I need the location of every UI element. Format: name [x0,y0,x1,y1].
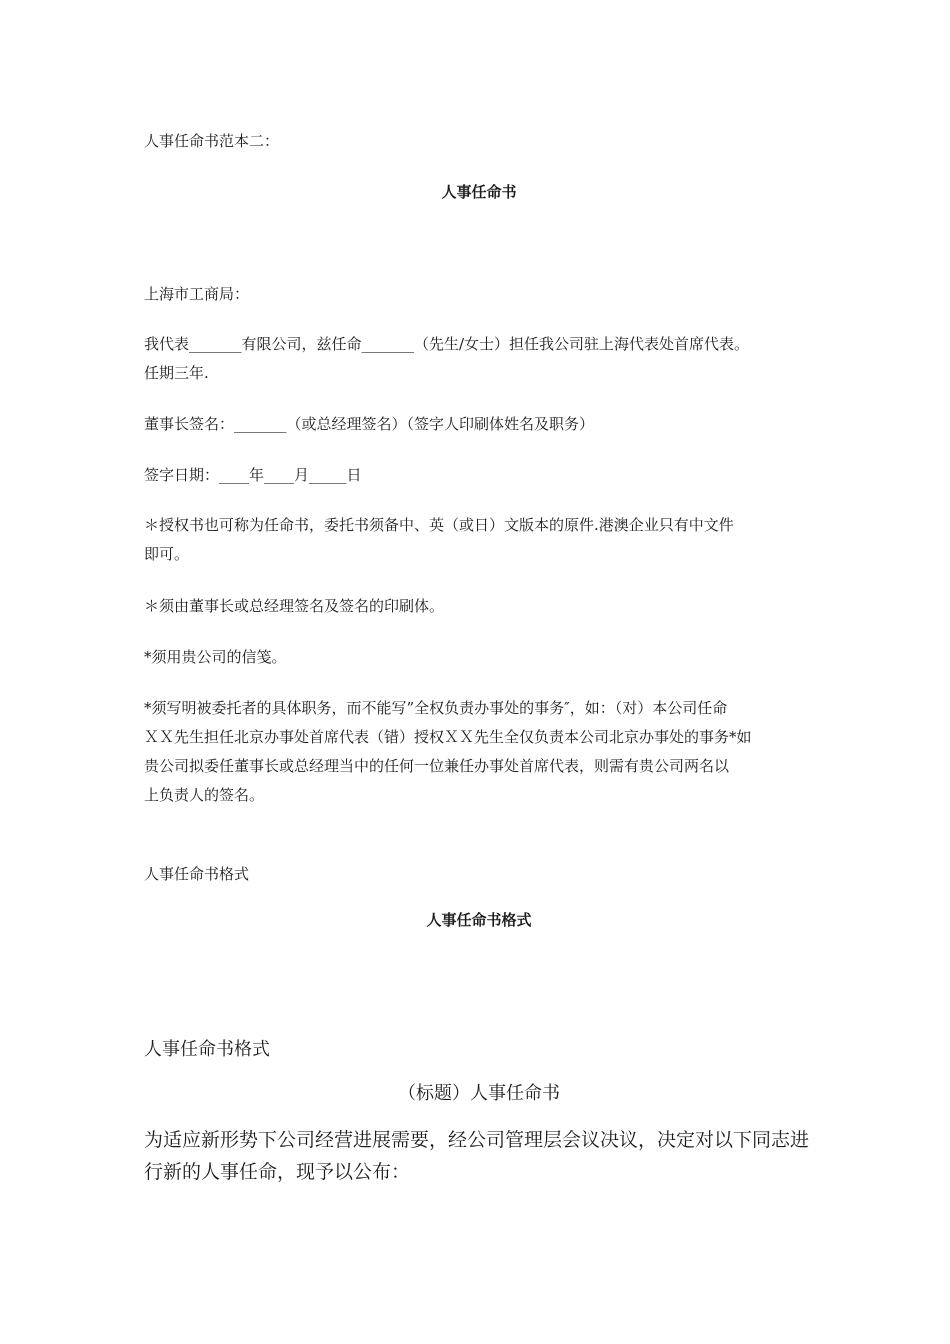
sign-date-line: 签字日期：____年____月_____日 [144,466,362,484]
format-body-line: 行新的人事任命，现予以公布： [144,1161,411,1183]
format-body-line: 为适应新形势下公司经营进展需要，经公司管理层会议决议，决定对以下同志进 [144,1129,810,1151]
chairman-signature-line: 董事长签名：_______（或总经理签名）（签字人印刷体姓名及职务） [144,415,595,433]
format-subtitle: （标题）人事任命书 [398,1083,560,1104]
note-position [144,694,814,810]
appointment-paragraph [144,330,814,388]
format-label: 人事任命书格式 [144,865,250,883]
note-letterhead: *须用贵公司的信笺。 [144,648,287,666]
note-line: 贵公司拟委任董事长或总经理当中的任何一位兼任办事处首席代表，则需有贵公司两名以 [144,757,730,775]
note-line: *须写明被委托者的具体职务，而不能写”全权负责办事处的事务″，如：（对）本公司任命 [144,699,728,717]
appointment-line: 任期三年. [144,364,209,382]
note-line: 上负责人的签名。 [144,786,265,804]
appointment-line: 我代表_______有限公司，兹任命_______（先生/女士）担任我公司驻上海代表处首席代表。 [144,335,750,353]
document-title: 人事任命书 [441,183,517,201]
note-line: ＊授权书也可称为任命书，委托书须备中、英（或日）文版本的原件.港澳企业只有中文件 [144,516,734,534]
format-heading: 人事任命书格式 [144,1039,270,1060]
sample-heading: 人事任命书范本二： [144,132,280,150]
note-signature: ＊须由董事长或总经理签名及签名的印刷体。 [144,597,445,615]
addressee: 上海市工商局： [144,285,250,303]
note-line: 即可。 [144,545,190,563]
note-line: ＸＸ先生担任北京办事处首席代表（错）授权ＸＸ先生全仅负责本公司北京办事处的事务*如 [144,728,752,746]
format-title: 人事任命书格式 [426,911,532,929]
note-authorization [144,511,814,569]
format-body [144,1124,814,1188]
